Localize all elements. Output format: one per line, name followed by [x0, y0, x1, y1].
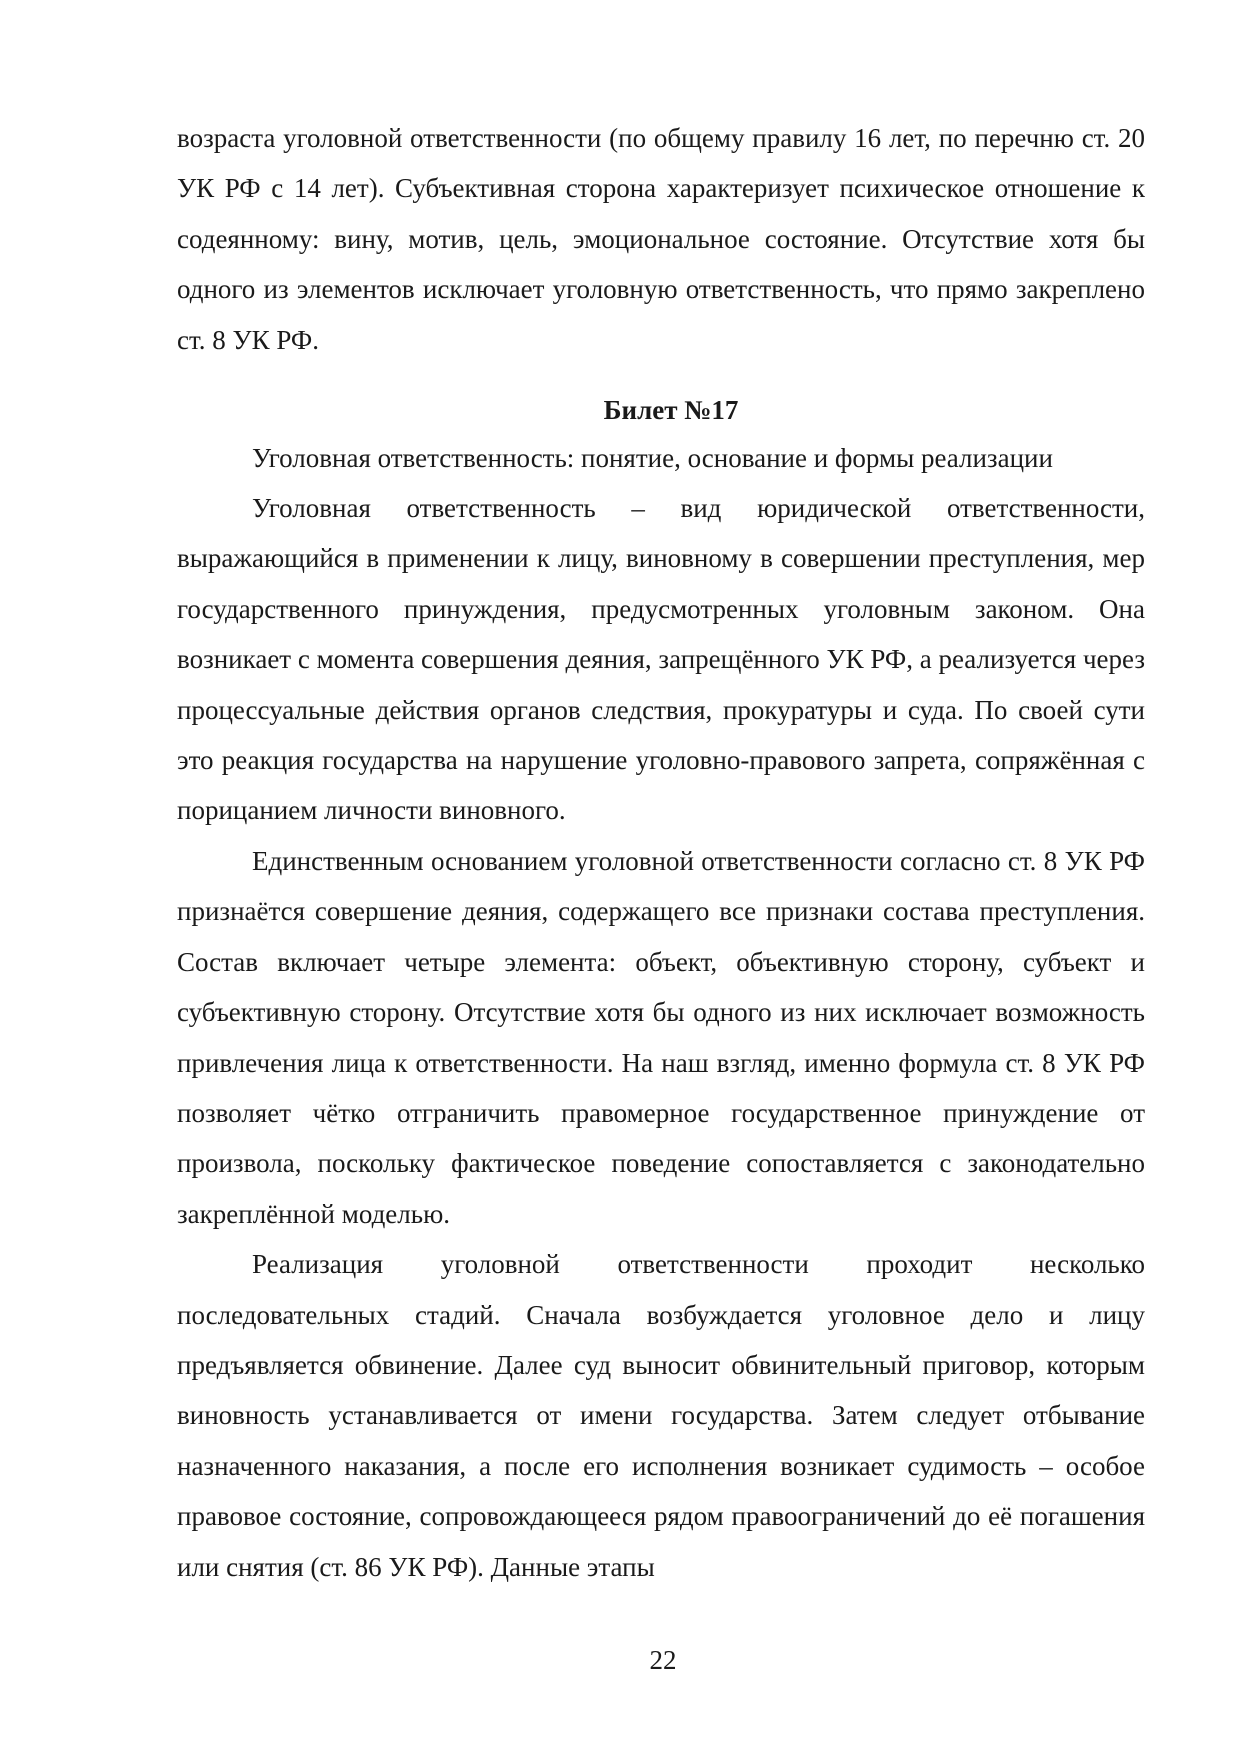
page-number: 22	[649, 1645, 677, 1675]
ticket-heading: Билет №17	[603, 395, 739, 426]
paragraph-definition: Уголовная ответственность – вид юридической ответственности, выражающийся в применении к лицу, виновному в совершении преступления, мер государственного принуждения, предусмотренных уголовным законом. Она возникает с момента совершения деяния, запрещённого УК РФ, а реализуется через процессуальные действия органов следствия, прокуратуры и суда. По своей сути это реакция государства на нарушение уголовно-правового запрета, сопряжённая с порицанием личности виновного.	[177, 493, 1145, 826]
paragraph-implementation: Реализация уголовной ответственности проходит несколько последовательных стадий. Сначала возбуждается уголовное дело и лицу предъявляется обвинение. Далее суд выносит обвинительный приговор, которым виновность устанавливается от имени государства. Затем следует отбывание назначенного наказания, а после его исполнения возникает судимость – особое правовое состояние, сопровождающееся рядом правоограничений до её погашения или снятия (ст. 86 УК РФ). Данные этапы	[177, 1249, 1145, 1582]
ticket-subtitle: Уголовная ответственность: понятие, основание и формы реализации	[252, 443, 1053, 474]
paragraph-basis: Единственным основанием уголовной ответственности согласно ст. 8 УК РФ признаётся совершение деяния, содержащего все признаки состава преступления. Состав включает четыре элемента: объект, объективную сторону, субъект и субъективную сторону. Отсутствие хотя бы одного из них исключает возможность привлечения лица к ответственности. На наш взгляд, именно формула ст. 8 УК РФ позволяет чётко отграничить правомерное государственное принуждение от произвола, поскольку фактическое поведение сопоставляется с законодательно закреплённой моделью.	[177, 845, 1145, 1229]
page-body	[177, 113, 1145, 1592]
intro-paragraph: возраста уголовной ответственности (по общему правилу 16 лет, по перечню ст. 20 УК РФ с 14 лет). Субъективная сторона характеризует психическое отношение к содеянному: вину, мотив, цель, эмоциональное состояние. Отсутствие хотя бы одного из элементов исключает уголовную ответственность, что прямо закреплено ст. 8 УК РФ.	[177, 123, 1145, 355]
